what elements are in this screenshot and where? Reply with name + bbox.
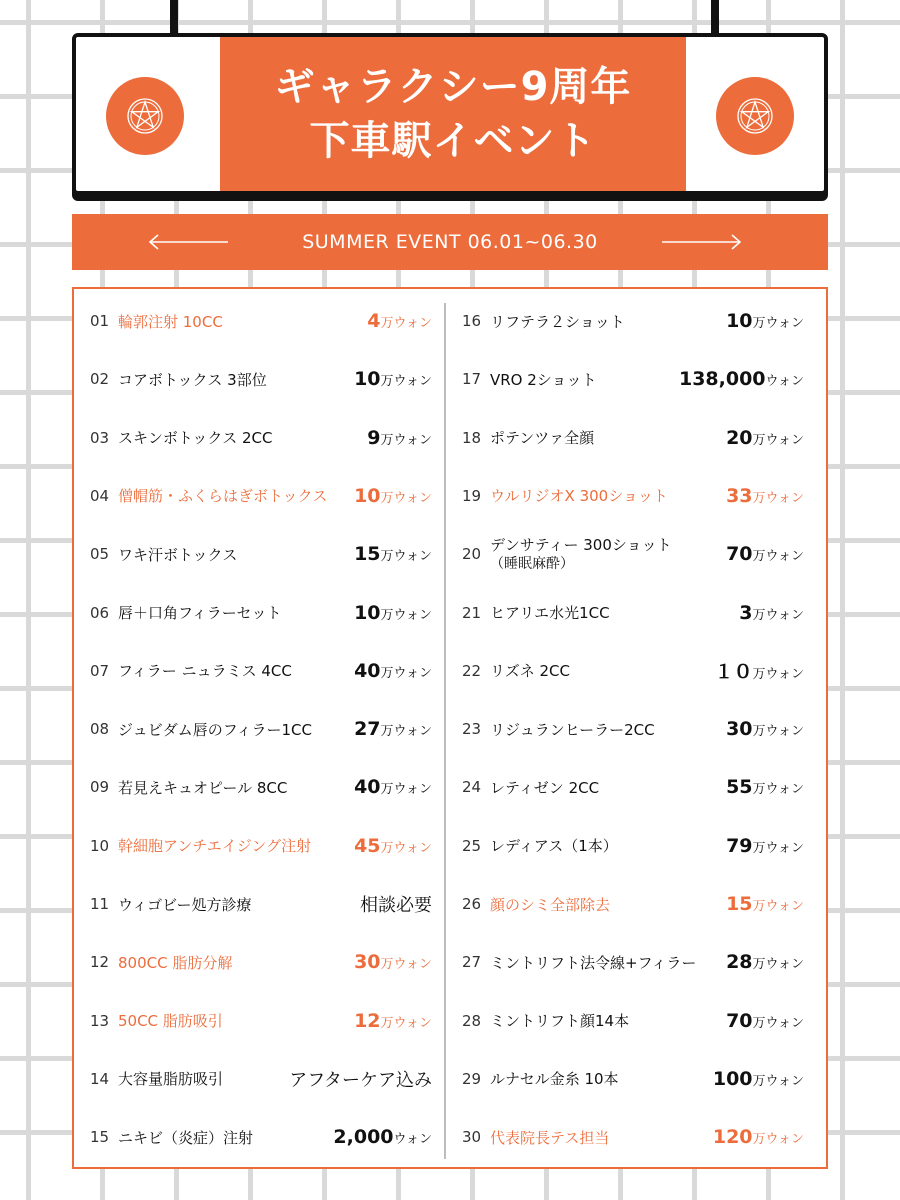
item-price (367, 427, 432, 449)
item-price-amount: １０ (714, 661, 753, 684)
item-price-amount: 12 (354, 1009, 381, 1032)
price-list-item (90, 418, 432, 458)
item-number: 06 (90, 603, 110, 622)
item-name-text: デンサティー 300ショット (490, 536, 672, 555)
item-price-unit: 万ウォン (752, 490, 804, 506)
item-price (726, 427, 804, 449)
item-name-text: ウィゴビー処方診療 (118, 895, 252, 914)
item-name (118, 602, 354, 623)
item-price-unit: 万ウォン (752, 432, 804, 448)
item-name-text: ワキ汗ボトックス (118, 545, 238, 564)
item-name-text: 大容量脂肪吸引 (118, 1070, 224, 1089)
item-name (118, 1068, 289, 1089)
item-name (490, 777, 726, 798)
item-price-unit: 万ウォン (752, 782, 804, 798)
item-number: 19 (462, 486, 482, 505)
item-name-text: 唇＋口角フィラーセット (118, 604, 282, 622)
item-price (726, 951, 804, 973)
item-name-text: VRO 2ショット (490, 370, 597, 389)
item-price (739, 602, 804, 624)
item-price-amount: 70 (726, 543, 753, 566)
item-price-note: 相談必要 (360, 895, 432, 916)
price-list-item (90, 651, 432, 691)
item-number: 11 (90, 895, 110, 913)
item-price (726, 893, 804, 915)
item-name-text: フィラー ニュラミス 4CC (118, 662, 292, 681)
item-price-unit: 万ウォン (380, 957, 432, 973)
price-list-item (462, 767, 804, 807)
item-price-amount: 20 (726, 426, 753, 449)
item-name (118, 660, 354, 681)
price-list-item (90, 476, 432, 516)
item-price-unit: 万ウォン (380, 607, 432, 623)
price-list-item (462, 942, 804, 982)
item-price-unit: 万ウォン (752, 1015, 804, 1031)
item-name (118, 369, 354, 390)
item-number: 21 (462, 603, 482, 622)
item-price (726, 776, 804, 798)
item-name-text: レディアス（1本） (490, 837, 618, 856)
item-number: 03 (90, 428, 110, 447)
price-list-item (462, 476, 804, 516)
item-number: 28 (462, 1011, 482, 1030)
item-price-amount: 30 (726, 718, 753, 741)
item-name (490, 602, 739, 623)
item-price (713, 1068, 804, 1090)
item-price-amount: 15 (354, 543, 381, 566)
item-name-text: 若見えキュオピール 8CC (118, 778, 288, 797)
item-price-amount: 3 (739, 601, 753, 624)
item-price (354, 776, 432, 798)
price-list-item (90, 1059, 432, 1099)
item-name (490, 1010, 726, 1031)
item-price-note: アフターケア込み (289, 1069, 432, 1091)
item-price (726, 543, 804, 565)
item-price-amount: 4 (367, 310, 381, 332)
item-number: 30 (462, 1128, 482, 1147)
item-number: 24 (462, 778, 482, 797)
item-price (726, 718, 804, 740)
item-name (118, 427, 367, 448)
item-name (118, 719, 354, 740)
item-price-amount: 2,000 (333, 1126, 394, 1149)
item-price (713, 1126, 804, 1148)
item-price-amount: 33 (726, 484, 753, 507)
item-price-amount: 10 (726, 310, 753, 332)
item-price (354, 543, 432, 565)
item-price-unit: 万ウォン (380, 374, 432, 390)
item-name (118, 544, 354, 565)
item-name (490, 1068, 713, 1089)
pentagram-icon (716, 77, 794, 155)
event-banner (72, 214, 828, 270)
price-list-item (462, 651, 804, 691)
price-list-item (462, 826, 804, 866)
event-period: SUMMER EVENT 06.01~06.30 (302, 231, 598, 253)
item-name (490, 835, 726, 856)
item-price-unit: 万ウォン (380, 1015, 432, 1031)
item-price (726, 835, 804, 857)
item-price-unit: 万ウォン (380, 316, 432, 331)
item-number: 13 (90, 1011, 110, 1030)
item-name (490, 427, 726, 448)
item-price-unit: 万ウォン (752, 607, 804, 623)
item-name-text: 代表院長テス担当 (490, 1128, 610, 1147)
item-price-unit: 万ウォン (380, 840, 432, 856)
price-list-item (462, 359, 804, 399)
column-divider (444, 303, 446, 1159)
item-price-unit: 万ウォン (752, 667, 804, 683)
item-number: 07 (90, 661, 110, 680)
item-price (726, 310, 804, 332)
item-name-text: レティゼン 2CC (490, 778, 600, 797)
sign-title-line-1: ギャラクシー9周年 (274, 64, 632, 110)
item-price (333, 1126, 432, 1148)
item-price-amount: 9 (367, 426, 381, 449)
item-name-text: ミントリフト顔14本 (490, 1012, 630, 1031)
price-list-item (462, 1001, 804, 1041)
item-name-text: ニキビ（炎症）注射 (118, 1128, 254, 1147)
item-name-text: 僧帽筋・ふくらはぎボトックス (118, 487, 328, 506)
item-name (490, 535, 726, 573)
hanging-sign (72, 33, 828, 195)
item-price-unit: ウォン (765, 374, 804, 390)
item-price-amount: 28 (726, 951, 753, 974)
sign-pole-left (170, 0, 178, 36)
item-price (354, 835, 432, 857)
item-price-unit: 万ウォン (380, 665, 432, 681)
price-list-item (462, 301, 804, 341)
item-price-unit: ウォン (393, 1132, 432, 1148)
item-name-text: 幹細胞アンチエイジング注射 (118, 837, 312, 856)
item-price-amount: 79 (726, 834, 753, 857)
pentagram-icon (106, 77, 184, 155)
item-number: 26 (462, 895, 482, 913)
item-price-amount: 15 (726, 893, 753, 915)
item-price-amount: 30 (354, 951, 381, 974)
item-name-text: スキンボトックス 2CC (118, 429, 273, 448)
item-number: 09 (90, 778, 110, 797)
item-price (354, 1010, 432, 1032)
item-name (118, 777, 354, 798)
item-price-amount: 10 (354, 601, 381, 624)
price-list-item (90, 1117, 432, 1157)
item-name (490, 1127, 713, 1148)
item-name (118, 952, 354, 973)
sign-pole-right (711, 0, 719, 36)
price-list-item (90, 301, 432, 341)
item-name (490, 894, 726, 915)
item-name (490, 660, 715, 681)
item-number: 04 (90, 486, 110, 505)
item-price (715, 657, 805, 684)
item-price-unit: 万ウォン (380, 724, 432, 740)
price-list-item (90, 942, 432, 982)
price-list-item (462, 593, 804, 633)
price-list-item (90, 359, 432, 399)
item-number: 15 (90, 1128, 110, 1147)
item-price-amount: 45 (354, 834, 381, 857)
item-price-unit: 万ウォン (752, 724, 804, 740)
item-name-text: 輪郭注射 10CC (118, 312, 223, 331)
item-price-unit: 万ウォン (752, 549, 804, 565)
item-price-amount: 40 (354, 776, 381, 799)
item-name (490, 719, 726, 740)
item-name-text: 800CC 脂肪分解 (118, 953, 233, 972)
item-number: 16 (462, 312, 482, 330)
item-name (118, 835, 354, 856)
price-list-item (462, 1117, 804, 1157)
item-name-text: リジュランヒーラー2CC (490, 720, 655, 739)
item-number: 10 (90, 836, 110, 855)
item-price-amount: 10 (354, 368, 381, 391)
item-price-unit: 万ウォン (380, 490, 432, 506)
item-price (354, 485, 432, 507)
item-price-unit: 万ウォン (752, 1073, 804, 1089)
item-number: 23 (462, 720, 482, 739)
item-price (360, 891, 432, 917)
item-number: 22 (462, 661, 482, 680)
item-price (289, 1066, 432, 1092)
item-name-text: ポテンツァ全顔 (490, 429, 595, 448)
item-name-text: ウルリジオX 300ショット (490, 487, 668, 506)
item-number: 27 (462, 953, 482, 972)
item-price (726, 1010, 804, 1032)
item-name (490, 311, 726, 332)
item-name-text: ジュビダム唇のフィラー1CC (118, 720, 312, 739)
item-name (118, 1127, 333, 1148)
item-name (490, 485, 726, 506)
item-number: 08 (90, 720, 110, 739)
item-number: 20 (462, 545, 482, 564)
item-price-amount: 120 (712, 1126, 753, 1149)
item-name-text: ヒアリエ水光1CC (490, 604, 610, 622)
item-price-unit: 万ウォン (752, 840, 804, 856)
price-list-item (462, 418, 804, 458)
price-list-item (90, 826, 432, 866)
item-price (679, 368, 804, 390)
item-name-text: リズネ 2CC (490, 662, 570, 681)
item-price-amount: 27 (354, 718, 381, 741)
item-price-unit: 万ウォン (752, 957, 804, 973)
price-list-item (90, 1001, 432, 1041)
sign-title-panel (220, 37, 686, 191)
price-list-item (90, 767, 432, 807)
item-name (490, 369, 679, 390)
item-price-unit: 万ウォン (380, 549, 432, 565)
item-price-amount: 138,000 (678, 368, 766, 391)
item-name-note: （睡眠麻酔） (490, 556, 574, 573)
item-price (354, 602, 432, 624)
arrow-right-icon (660, 234, 742, 254)
item-price-unit: 万ウォン (752, 899, 804, 914)
item-price-amount: 55 (726, 776, 753, 799)
price-list-item (462, 884, 804, 924)
price-list-item (90, 884, 432, 924)
item-number: 29 (462, 1069, 482, 1088)
item-name-text: 顔のシミ全部除去 (490, 895, 611, 914)
item-number: 18 (462, 428, 482, 447)
item-price (726, 485, 804, 507)
item-number: 05 (90, 545, 110, 564)
item-name (118, 485, 354, 506)
price-list-item (90, 709, 432, 749)
item-number: 01 (90, 312, 110, 330)
item-number: 02 (90, 370, 110, 389)
price-list-item (90, 534, 432, 574)
item-price-amount: 70 (726, 1009, 753, 1032)
item-price (354, 718, 432, 740)
item-price (354, 660, 432, 682)
price-list-panel (72, 287, 828, 1169)
item-name-text: 50CC 脂肪吸引 (118, 1012, 223, 1031)
arrow-left-icon (148, 234, 230, 254)
item-name (118, 311, 367, 332)
item-number: 14 (90, 1069, 110, 1088)
item-number: 12 (90, 953, 110, 972)
item-name-text: コアボトックス 3部位 (118, 370, 267, 389)
price-list-item (462, 534, 804, 574)
item-name (490, 952, 726, 973)
item-name (118, 894, 360, 915)
sign-title-line-2: 下車駅イベント (309, 118, 597, 164)
item-name-text: ミントリフト法令線+フィラー (490, 953, 697, 972)
price-list-item (462, 709, 804, 749)
item-number: 17 (462, 370, 482, 389)
price-list-item (462, 1059, 804, 1099)
item-price-unit: 万ウォン (380, 432, 432, 448)
item-price-amount: 100 (712, 1067, 753, 1090)
item-name-text: リフテラ２ショット (490, 312, 625, 331)
item-price (354, 951, 432, 973)
item-name-text: ルナセル金糸 10本 (490, 1070, 619, 1089)
item-price-amount: 40 (354, 659, 381, 682)
item-price (354, 368, 432, 390)
item-number: 25 (462, 836, 482, 855)
item-price (367, 310, 432, 332)
item-price-unit: 万ウォン (752, 1132, 804, 1148)
item-name (118, 1010, 354, 1031)
item-price-unit: 万ウォン (380, 782, 432, 798)
item-price-unit: 万ウォン (752, 316, 804, 331)
item-price-amount: 10 (354, 484, 381, 507)
price-list-item (90, 593, 432, 633)
